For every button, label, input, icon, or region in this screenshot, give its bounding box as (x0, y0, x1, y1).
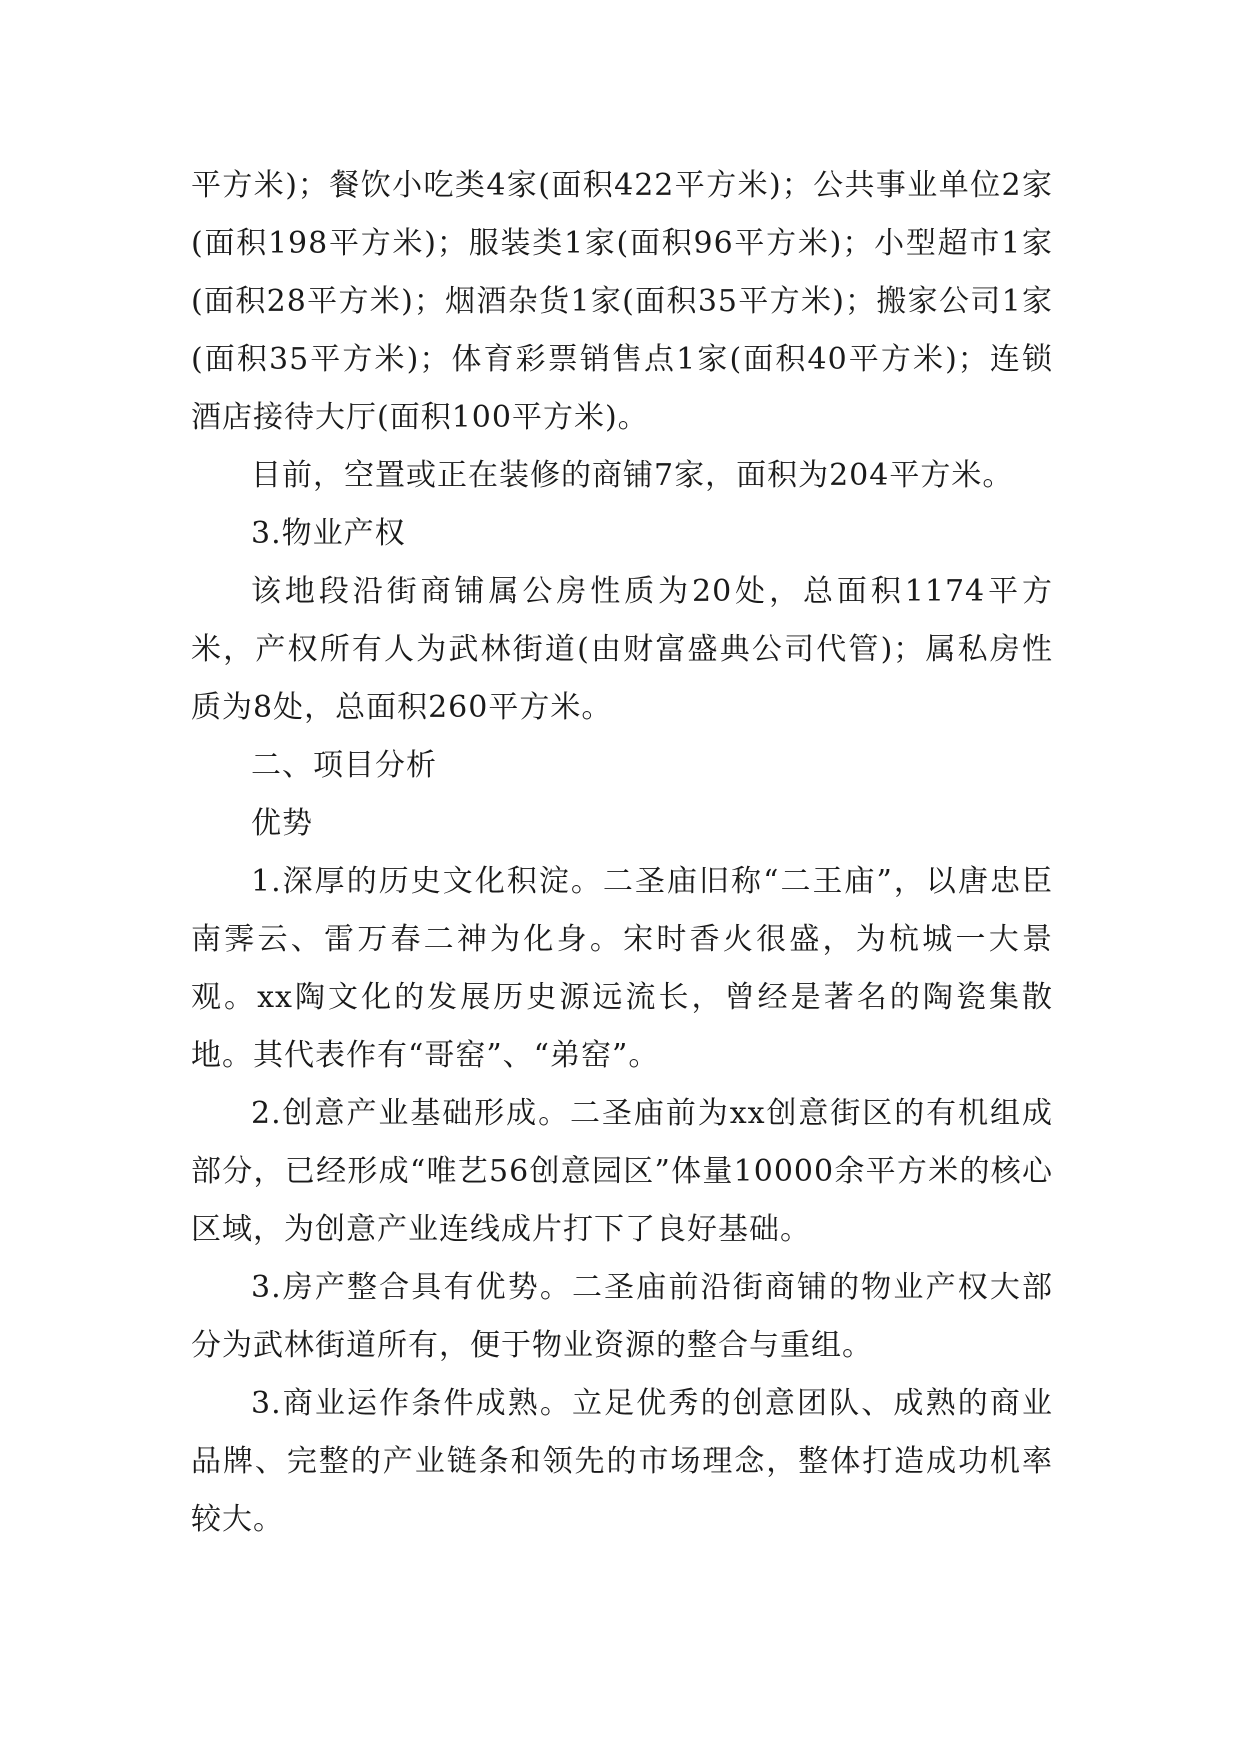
paragraph-creative-industry: 2.创意产业基础形成。二圣庙前为xx创意街区的有机组成部分，已经形成“唯艺56创意园区”体量10000余平方米的核心区域，为创意产业连线成片打下了良好基础。 (191, 1096, 1053, 1247)
paragraph-history-culture: 1.深厚的历史文化积淀。二圣庙旧称“二王庙”，以唐忠臣南霁云、雷万春二神为化身。宋时香火很盛，为杭城一大景观。xx陶文化的发展历史源远流长，曾经是著名的陶瓷集散地。其代表作有“哥窑”、“弟窑”。 (191, 864, 1053, 1073)
section-heading-property-rights: 3.物业产权 (251, 516, 406, 551)
paragraph-property-rights: 该地段沿街商铺属公房性质为20处，总面积1174平方米，产权所有人为武林街道(由财富盛典公司代管)；属私房性质为8处，总面积260平方米。 (191, 574, 1053, 725)
section-heading-project-analysis: 二、项目分析 (251, 748, 437, 783)
paragraph-vacant-shops: 目前，空置或正在装修的商铺7家，面积为204平方米。 (251, 458, 1014, 493)
subheading-advantages: 优势 (251, 806, 313, 841)
paragraph-shop-categories: 平方米)；餐饮小吃类4家(面积422平方米)；公共事业单位2家(面积198平方米)；服装类1家(面积96平方米)；小型超市1家(面积28平方米)；烟酒杂货1家(面积35平方米)；搬家公司1家(面积35平方米)；体育彩票销售点1家(面积40平方米)；连锁酒店接待大厅(面积100平方米)。 (191, 168, 1053, 435)
paragraph-property-integration: 3.房产整合具有优势。二圣庙前沿街商铺的物业产权大部分为武林街道所有，便于物业资源的整合与重组。 (191, 1270, 1053, 1363)
document-body (191, 157, 1053, 1549)
paragraph-business-conditions: 3.商业运作条件成熟。立足优秀的创意团队、成熟的商业品牌、完整的产业链条和领先的市场理念，整体打造成功机率较大。 (191, 1386, 1053, 1537)
